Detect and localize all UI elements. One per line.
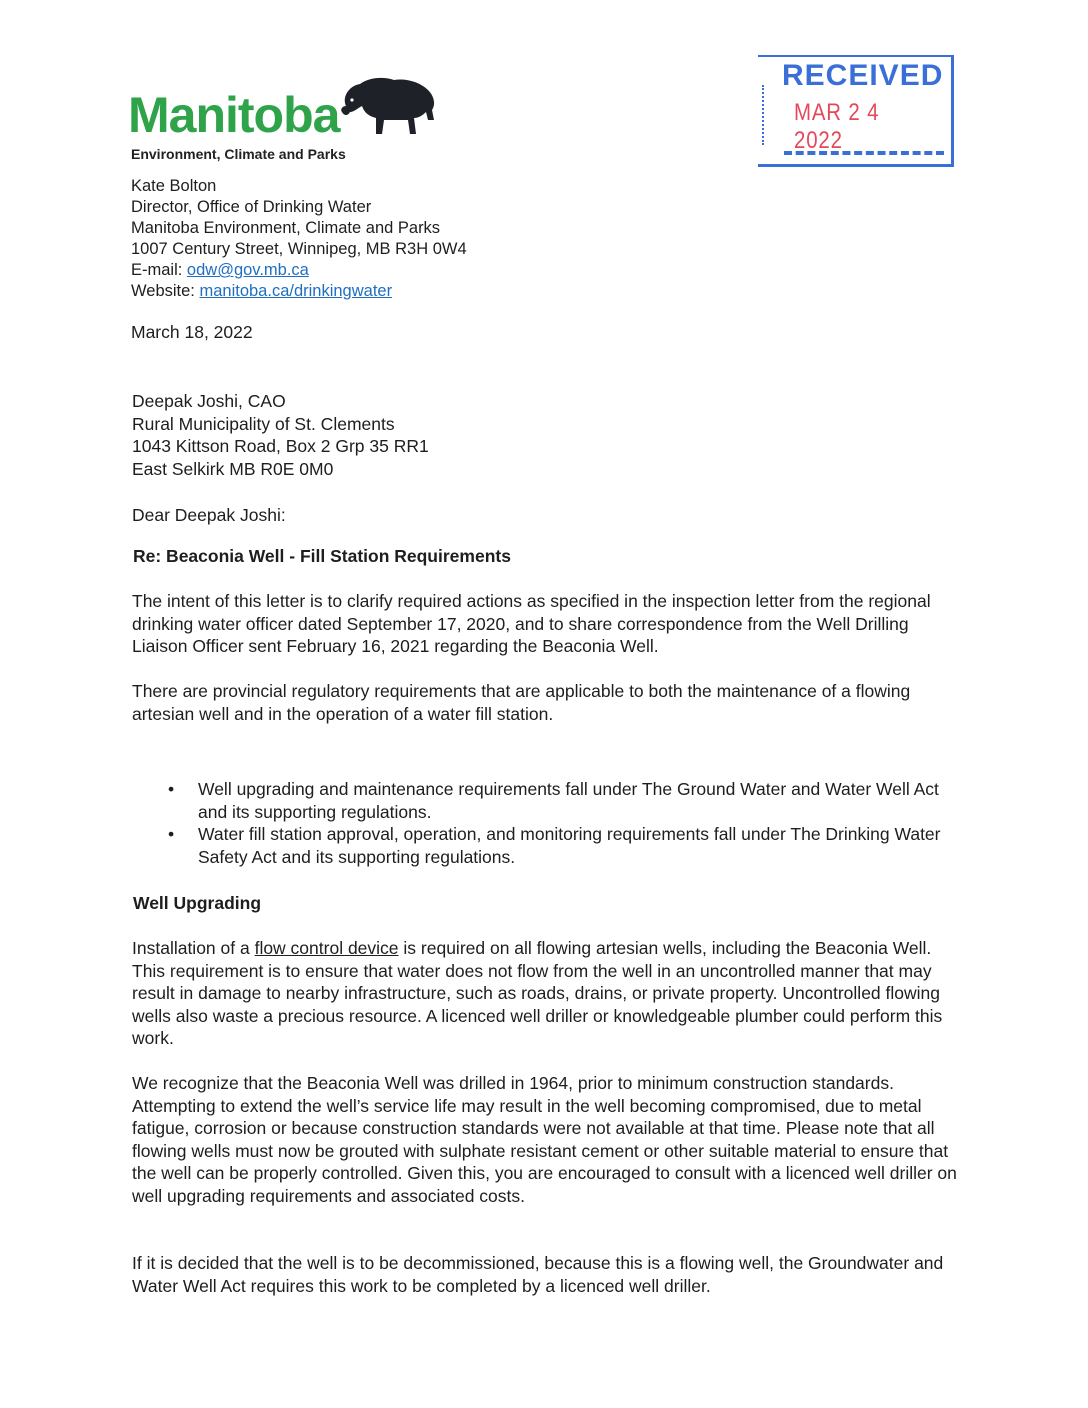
received-stamp	[758, 55, 954, 167]
logo-subtitle: Environment, Climate and Parks	[131, 146, 346, 162]
decommission-paragraph: If it is decided that the well is to be decommissioned, because this is a flowing well, the Groundwater and Water Well Act requires this work to be completed by a licenced well driller.	[132, 1253, 944, 1296]
recipient-name: Deepak Joshi, CAO	[132, 391, 286, 411]
letter-date: March 18, 2022	[131, 322, 253, 342]
recipient-block	[132, 390, 429, 480]
sender-website-line	[131, 281, 467, 302]
logo-wordmark: Manitoba	[128, 87, 340, 143]
subject-line: Re: Beaconia Well - Fill Station Requirements	[133, 546, 511, 566]
stamp-date: MAR 2 4 2022	[794, 99, 880, 154]
recipient-organization: Rural Municipality of St. Clements	[132, 413, 395, 434]
well-upgrading-paragraph-1	[132, 937, 962, 1050]
salutation: Dear Deepak Joshi:	[132, 505, 286, 525]
website-label: Website:	[131, 282, 200, 300]
sender-email-line	[131, 260, 467, 281]
bullet-text: Well upgrading and maintenance requirements fall under The Ground Water and Water Well Act and its supporting regulations.	[198, 779, 939, 822]
email-link[interactable]: odw@gov.mb.ca	[186, 261, 309, 279]
requirements-list	[134, 778, 958, 868]
p1-text-after: is required on all flowing artesian wells, including the Beaconia Well. This requirement is to ensure that water does not flow from the well in an uncontrolled manner that may result in damage to nearby infrastructure, such as roads, drains, or private property. Uncontrolled flowing wells also waste a precious resource. A licenced well driller or knowledgeable plumber could perform this work.	[132, 938, 943, 1048]
recipient-address-line1: 1043 Kittson Road, Box 2 Grp 35 RR1	[132, 436, 429, 456]
sender-address: 1007 Century Street, Winnipeg, MB R3H 0W4	[131, 240, 467, 258]
stamp-left-border	[762, 85, 764, 145]
stamp-dashed-line	[784, 151, 944, 155]
manitoba-logo	[128, 70, 448, 165]
sender-department: Manitoba Environment, Climate and Parks	[131, 219, 441, 237]
bison-icon	[338, 76, 438, 140]
sender-name: Kate Bolton	[131, 177, 217, 195]
website-link[interactable]: manitoba.ca/drinkingwater	[199, 282, 393, 300]
requirements-paragraph: There are provincial regulatory requirements that are applicable to both the maintenance of a flowing artesian well and in the operation of a water fill station.	[132, 681, 911, 724]
list-item	[134, 778, 958, 823]
stamp-title: RECEIVED	[782, 59, 944, 92]
bullet-text: Water fill station approval, operation, and monitoring requirements fall under The Drinking Water Safety Act and its supporting regulations.	[198, 824, 941, 867]
bullet-icon: •	[168, 779, 175, 799]
sender-block	[131, 176, 467, 302]
well-upgrading-paragraph-2: We recognize that the Beaconia Well was drilled in 1964, prior to minimum construction standards. Attempting to extend the well’s service life may result in the well becoming compromised, due to metal fatigue, corrosion or because construction standards were not available at that time. Please note that all flowing wells must now be grouted with sulphate resistant cement or other suitable material to ensure that the well can be properly controlled. Given this, you are encouraged to consult with a licenced well driller on well upgrading requirements and associated costs.	[132, 1073, 957, 1206]
flow-control-device-link[interactable]: flow control device	[254, 938, 399, 958]
email-label: E-mail:	[131, 261, 187, 279]
intro-paragraph: The intent of this letter is to clarify required actions as specified in the inspection letter from the regional drinking water officer dated September 17, 2020, and to share correspondence from the Well Drilling Liaison Officer sent February 16, 2021 regarding the Beaconia Well.	[132, 591, 931, 656]
recipient-address-line2: East Selkirk MB R0E 0M0	[132, 458, 334, 479]
section-heading: Well Upgrading	[133, 893, 262, 913]
sender-title: Director, Office of Drinking Water	[131, 198, 372, 216]
bullet-icon: •	[168, 824, 175, 844]
p1-text-before: Installation of a	[132, 938, 255, 958]
list-item	[134, 823, 958, 868]
